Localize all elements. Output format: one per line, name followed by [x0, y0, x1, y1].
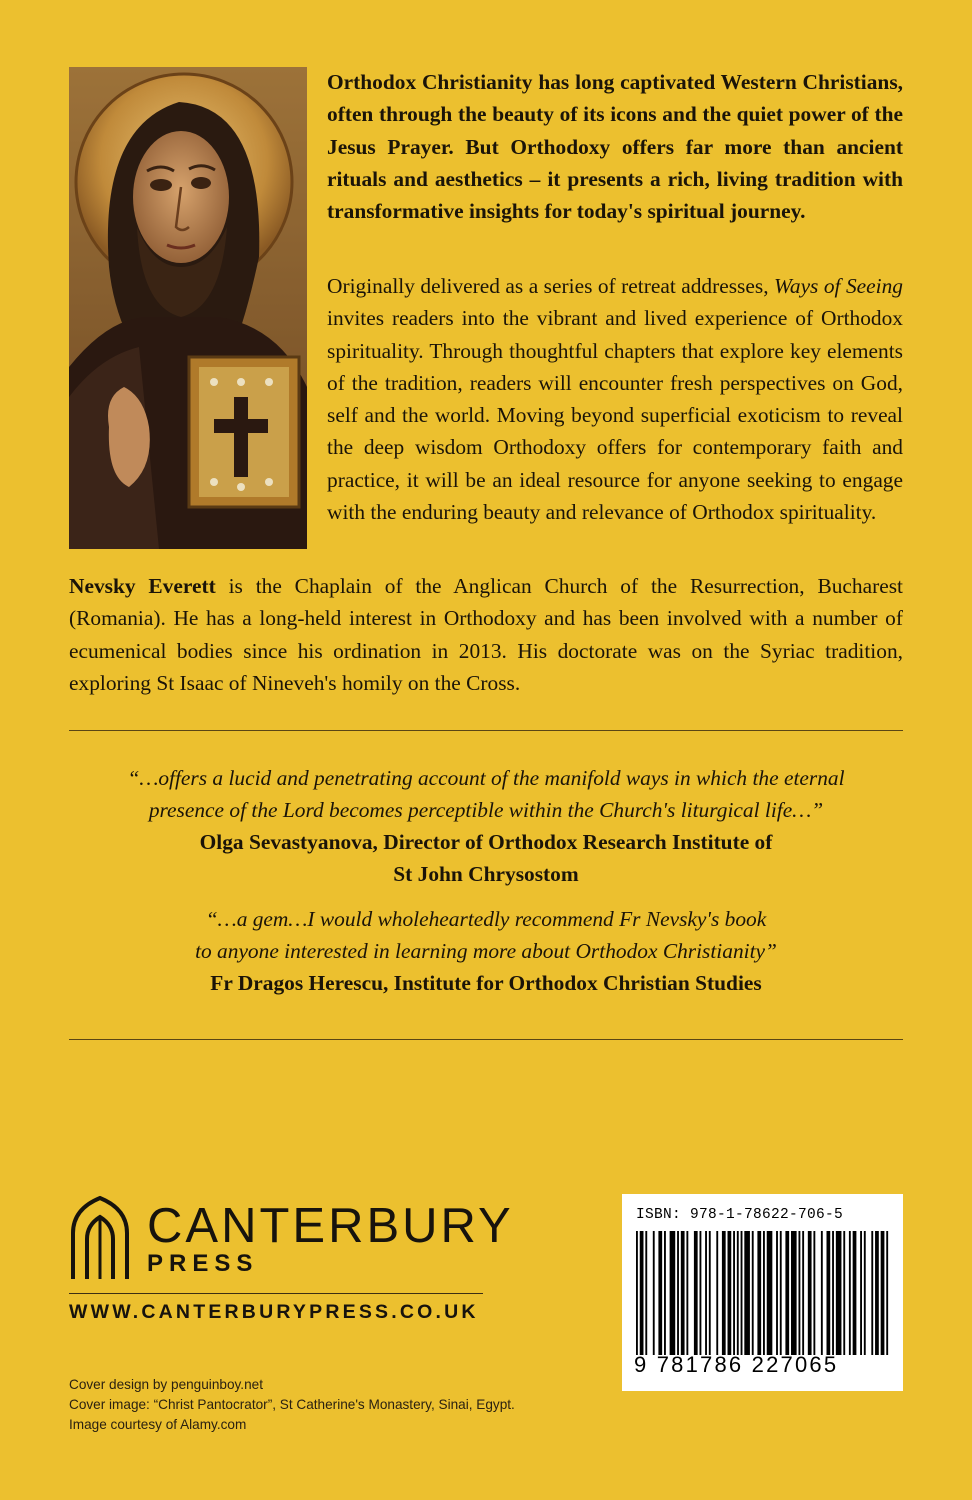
barcode-bar: [798, 1231, 800, 1355]
barcode-box: [622, 1194, 903, 1391]
publisher-name: CANTERBURY: [147, 1199, 514, 1253]
barcode-bar: [737, 1231, 739, 1355]
credit-line-3: Image courtesy of Alamy.com: [69, 1416, 247, 1432]
barcode-bar: [849, 1231, 851, 1355]
barcode-bar: [813, 1231, 815, 1355]
barcode-bar: [741, 1231, 743, 1355]
barcode-bar: [767, 1231, 773, 1355]
christ-pantocrator-image: [69, 67, 307, 549]
barcode-bar: [821, 1231, 823, 1355]
endorsement-1-quote-line-2: presence of the Lord becomes perceptible within the Church's liturgical life…”: [148, 798, 824, 822]
credit-line-2: Cover image: “Christ Pantocrator”, St Catherine's Monastery, Sinai, Egypt.: [69, 1396, 515, 1412]
divider-top: [69, 730, 903, 731]
barcode-bar: [744, 1231, 750, 1355]
barcode-bar: [785, 1231, 789, 1355]
publisher-logo: [69, 1195, 514, 1335]
endorsement-2-attribution: Fr Dragos Herescu, Institute for Orthodox Christian Studies: [210, 971, 762, 995]
barcode-bar: [836, 1231, 842, 1355]
barcode-bar: [827, 1231, 831, 1355]
intro-paragraph: Orthodox Christianity has long captivated Western Christians, often through the beauty of its icons and the quiet power of the Jesus Prayer. But Orthodoxy offers far more than ancient rituals and aesthetics – it presents a rich, living tradition with transformative insights for today's spiritual journey.: [327, 70, 903, 224]
barcode-bar: [752, 1231, 754, 1355]
endorsement-2-quote-line-2: to anyone interested in learning more about Orthodox Christianity”: [195, 939, 777, 963]
publisher-rule: [69, 1293, 483, 1294]
barcode-bar: [881, 1231, 885, 1355]
endorsement-1-attribution-line-2: St John Chrysostom: [393, 862, 579, 886]
barcode-bar: [722, 1231, 726, 1355]
barcode-bar: [791, 1231, 797, 1355]
barcode-bar: [716, 1231, 718, 1355]
barcode-bars: [636, 1231, 890, 1355]
barcode-bar: [694, 1231, 698, 1355]
barcode-bar: [709, 1231, 711, 1355]
barcode-bar: [705, 1231, 707, 1355]
barcode-bar: [640, 1231, 644, 1355]
barcode-bar: [658, 1231, 662, 1355]
publisher-sub: PRESS: [147, 1250, 259, 1277]
barcode-bar: [681, 1231, 685, 1355]
barcode-bar: [686, 1231, 688, 1355]
barcode-bar: [886, 1231, 888, 1355]
gothic-arch-icon: [69, 1195, 131, 1281]
description-text-start: Originally delivered as a series of retreat addresses,: [327, 274, 775, 298]
barcode-bar: [728, 1231, 732, 1355]
divider-bottom: [69, 1039, 903, 1040]
publisher-url: WWW.CANTERBURYPRESS.CO.UK: [69, 1301, 479, 1323]
endorsement-1: [69, 762, 903, 890]
barcode-bar: [853, 1231, 857, 1355]
book-title: Ways of Seeing: [774, 274, 903, 298]
barcode-bar: [860, 1231, 862, 1355]
cover-credits: [69, 1375, 609, 1434]
endorsement-1-quote-line-1: “…offers a lucid and penetrating account of the manifold ways in which the eternal: [127, 766, 845, 790]
barcode-bar: [757, 1231, 761, 1355]
author-bio-text: is the Chaplain of the Anglican Church of the Resurrection, Bucharest (Romania). He has a long-held interest in Orthodoxy and has been involved with a number of ecumenical bodies since his ordination in 2013. His doctorate was on the Syriac tradition, exploring St Isaac of Nineveh's homily on the Cross.: [69, 574, 903, 695]
barcode-bar: [664, 1231, 666, 1355]
barcode-bar: [670, 1231, 676, 1355]
description-paragraph: [327, 270, 903, 528]
barcode-bar: [700, 1231, 702, 1355]
barcode-bar: [808, 1231, 812, 1355]
barcode-bar: [871, 1231, 873, 1355]
barcode-bar: [677, 1231, 679, 1355]
endorsement-2-quote-line-1: “…a gem…I would wholeheartedly recommend Fr Nevsky's book: [205, 907, 767, 931]
barcode-digits: 9 781786 227065: [634, 1352, 839, 1377]
barcode-bar: [780, 1231, 782, 1355]
barcode-bar: [653, 1231, 655, 1355]
author-bio: [69, 570, 903, 699]
barcode-bar: [645, 1231, 647, 1355]
barcode-bar: [875, 1231, 879, 1355]
endorsement-2: [69, 903, 903, 999]
barcode-bar: [776, 1231, 778, 1355]
barcode-bar: [733, 1231, 735, 1355]
barcode-bar: [763, 1231, 765, 1355]
isbn-label: ISBN: 978-1-78622-706-5: [636, 1207, 844, 1223]
description-text-end: invites readers into the vibrant and lived experience of Orthodox spirituality. Through thoughtful chapters that explore key elements of the tradition, readers will encounter fresh perspectives on God, self and the world. Moving beyond superficial exoticism to reveal the deep wisdom Orthodoxy offers for contemporary faith and practice, it will be an ideal resource for anyone seeking to engage with the enduring beauty and relevance of Orthodox spirituality.: [327, 306, 903, 525]
barcode-bar: [864, 1231, 866, 1355]
barcode-bar: [636, 1231, 638, 1355]
barcode-bar: [832, 1231, 834, 1355]
barcode-bar: [802, 1231, 804, 1355]
credit-line-1: Cover design by penguinboy.net: [69, 1377, 263, 1392]
endorsement-1-attribution-line-1: Olga Sevastyanova, Director of Orthodox Research Institute of: [199, 830, 773, 854]
author-name: Nevsky Everett: [69, 574, 216, 598]
barcode-bar: [843, 1231, 845, 1355]
